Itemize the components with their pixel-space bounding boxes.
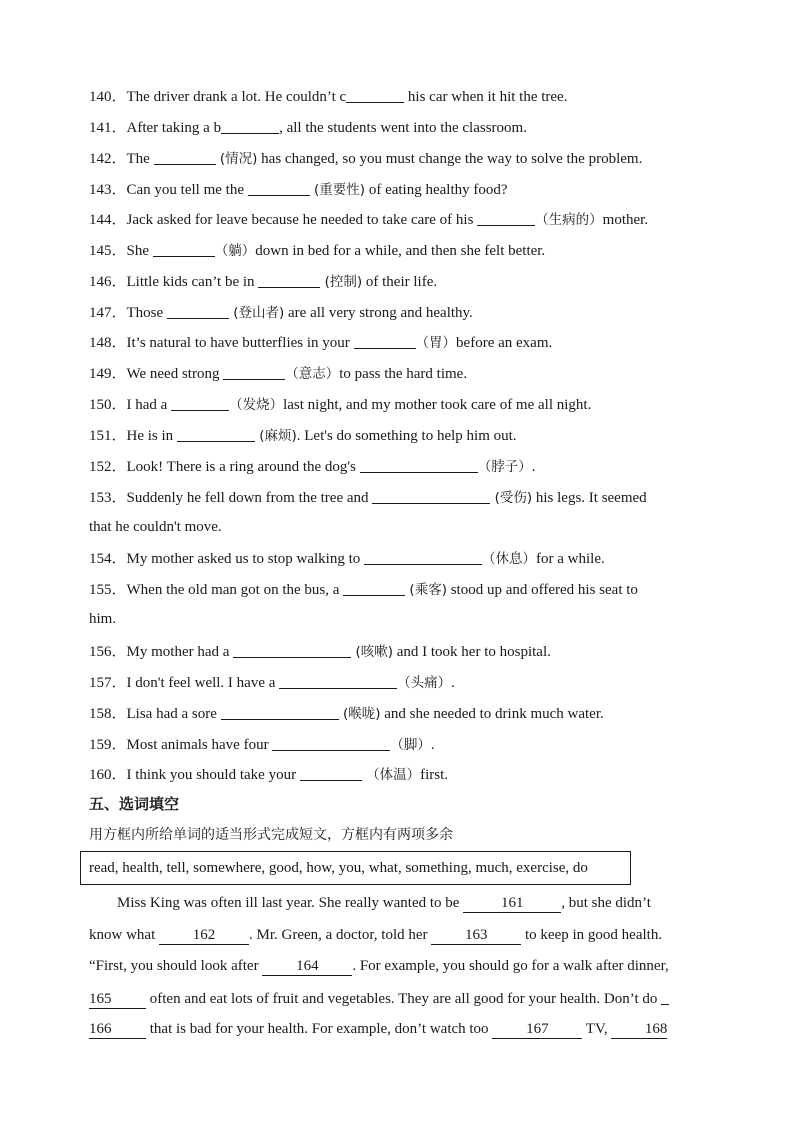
section-instruction: 用方框内所给单词的适当形式完成短文，方框内有两项多余 <box>89 827 453 843</box>
question-155 <box>89 578 711 598</box>
answer-blank[interactable] <box>233 642 351 658</box>
answer-blank[interactable] <box>477 210 535 226</box>
question-number: 142． <box>89 151 127 167</box>
question-text: It’s natural to have butterflies in your <box>126 335 354 351</box>
passage-line-4 <box>89 987 713 1007</box>
chinese-hint: （脚） <box>390 737 431 753</box>
passage-line-2 <box>89 925 713 945</box>
section-heading: 五、选词填空 <box>89 795 180 813</box>
question-text: of eating healthy food? <box>365 182 508 198</box>
question-number: 143． <box>89 182 127 198</box>
question-text: Suddenly he fell down from the tree and <box>126 490 373 506</box>
blank-168[interactable]: 168 <box>611 1020 667 1039</box>
blank-166[interactable]: 166 <box>89 1020 146 1039</box>
question-text: Jack asked for leave because he needed to take care of his <box>126 212 478 228</box>
question-text: . <box>531 459 536 475</box>
question-text: and I took her to hospital. <box>392 644 551 660</box>
question-142 <box>89 147 711 167</box>
question-text: He is in <box>126 428 177 444</box>
question-number: 153． <box>89 490 127 506</box>
question-143 <box>89 178 711 198</box>
question-text: Little kids can’t be in <box>126 274 259 290</box>
answer-blank[interactable] <box>221 118 279 134</box>
question-153 <box>89 486 711 506</box>
question-145 <box>89 239 711 259</box>
chinese-hint: （躺） <box>214 243 256 259</box>
question-153-continued <box>89 517 711 537</box>
passage-text: Miss King was often ill last year. She really wanted to be <box>117 895 464 911</box>
question-154 <box>89 547 711 567</box>
question-text: for a while. <box>536 551 605 567</box>
question-text: I don't feel well. I have a <box>126 675 280 691</box>
question-159 <box>89 733 711 753</box>
question-text: The <box>126 151 154 167</box>
question-number: 140． <box>89 89 127 105</box>
chinese-hint: (控制) <box>320 274 363 290</box>
question-text: to pass the hard time. <box>339 366 468 382</box>
question-158 <box>89 702 711 722</box>
question-number: 149． <box>89 366 127 382</box>
blank-167[interactable]: 167 <box>492 1020 582 1039</box>
question-150 <box>89 393 711 413</box>
question-number: 148． <box>89 335 127 351</box>
chinese-hint: （休息） <box>482 551 536 567</box>
question-number: 158． <box>89 706 127 722</box>
chinese-hint: (情况) <box>215 151 258 167</box>
chinese-hint: (喉咙) <box>338 706 381 722</box>
answer-blank[interactable] <box>177 426 255 442</box>
question-number: 155． <box>89 582 127 598</box>
passage-text: . For example, you should go for a walk after dinner, <box>352 958 669 974</box>
passage-text: “First, you should look after <box>89 958 263 974</box>
question-text: I had a <box>126 397 172 413</box>
question-text: When the old man got on the bus, a <box>126 582 344 598</box>
question-148 <box>89 331 711 351</box>
question-text: that he couldn't move. <box>89 519 222 535</box>
blank-163[interactable]: 163 <box>431 926 521 945</box>
blank-161[interactable]: 161 <box>463 894 561 913</box>
question-157 <box>89 671 711 691</box>
answer-blank[interactable] <box>346 87 404 103</box>
answer-blank[interactable] <box>258 272 320 288</box>
question-text: stood up and offered his seat to <box>446 582 638 598</box>
question-text: before an exam. <box>456 335 553 351</box>
question-number: 157． <box>89 675 127 691</box>
blank-162[interactable]: 162 <box>159 926 249 945</box>
question-text: his legs. It seemed <box>532 490 647 506</box>
question-number: 152． <box>89 459 127 475</box>
answer-blank[interactable] <box>153 241 215 257</box>
chinese-hint: (重要性) <box>309 182 366 198</box>
answer-blank[interactable] <box>279 673 397 689</box>
question-text: Lisa had a sore <box>126 706 221 722</box>
question-text: first. <box>420 767 449 783</box>
question-text: . <box>430 737 435 753</box>
question-text: After taking a b <box>126 120 222 136</box>
question-text: She <box>126 243 153 259</box>
question-text: and she needed to drink much water. <box>380 706 604 722</box>
chinese-hint: (咳嗽) <box>351 644 393 660</box>
question-number: 156． <box>89 644 127 660</box>
passage-text: . Mr. Green, a doctor, told her <box>249 927 432 943</box>
passage-text: TV, <box>582 1021 612 1037</box>
answer-blank[interactable] <box>354 333 416 349</box>
passage-text: , but she didn’t <box>561 895 651 911</box>
question-number: 151． <box>89 428 127 444</box>
question-144 <box>89 208 711 228</box>
answer-blank[interactable] <box>248 180 310 196</box>
answer-blank[interactable] <box>167 303 229 319</box>
question-number: 146． <box>89 274 127 290</box>
chinese-hint: （脖子） <box>477 459 532 475</box>
chinese-hint: (登山者) <box>228 305 285 321</box>
question-160 <box>89 763 711 783</box>
answer-blank[interactable] <box>364 549 482 565</box>
blank-166-start[interactable] <box>661 989 669 1005</box>
chinese-hint: (受伤) <box>490 490 533 506</box>
question-text: down in bed for a while, and then she felt better. <box>255 243 546 259</box>
question-number: 141． <box>89 120 127 136</box>
question-141 <box>89 116 711 136</box>
answer-blank[interactable] <box>343 580 405 596</box>
blank-164[interactable]: 164 <box>262 957 352 976</box>
question-number: 145． <box>89 243 127 259</box>
answer-blank[interactable] <box>171 395 229 411</box>
question-text: Most animals have four <box>126 737 273 753</box>
passage-line-3 <box>89 956 713 976</box>
question-151 <box>89 424 711 444</box>
question-text: My mother had a <box>126 644 234 660</box>
answer-blank[interactable] <box>372 488 490 504</box>
question-text: has changed, so you must change the way to solve the problem. <box>257 151 643 167</box>
question-text: Can you tell me the <box>126 182 248 198</box>
question-text: Look! There is a ring around the dog's <box>126 459 360 475</box>
question-text: The driver drank a lot. He couldn’t c <box>126 89 347 105</box>
question-text: Those <box>126 305 167 321</box>
chinese-hint: （生病的） <box>535 212 603 228</box>
question-140 <box>89 85 711 105</box>
answer-blank[interactable] <box>360 457 478 473</box>
question-text: mother. <box>602 212 649 228</box>
question-text: of their life. <box>362 274 438 290</box>
question-text: We need strong <box>126 366 224 382</box>
chinese-hint: （发烧） <box>229 397 284 413</box>
passage-text: that is bad for your health. For example, don’t watch too <box>146 1021 493 1037</box>
question-number: 154． <box>89 551 127 567</box>
answer-blank[interactable] <box>272 735 390 751</box>
question-text: his car when it hit the tree. <box>404 89 568 105</box>
question-text: are all very strong and healthy. <box>284 305 473 321</box>
question-text: him. <box>89 611 117 627</box>
chinese-hint: （胃） <box>415 335 457 351</box>
question-text: . Let's do something to help him out. <box>296 428 517 444</box>
chinese-hint: （头痛） <box>397 675 452 691</box>
question-number: 159． <box>89 737 127 753</box>
answer-blank[interactable] <box>223 364 285 380</box>
passage-line-1 <box>89 893 713 913</box>
passage-text: know what <box>89 927 159 943</box>
chinese-hint: (乘客) <box>405 582 447 598</box>
question-text: My mother asked us to stop walking to <box>126 551 364 567</box>
passage-line-5 <box>89 1019 713 1039</box>
chinese-hint: (麻烦) <box>254 428 297 444</box>
answer-blank[interactable] <box>221 704 339 720</box>
question-text: . <box>451 675 455 691</box>
question-text: I think you should take your <box>126 767 300 783</box>
question-149 <box>89 362 711 382</box>
blank-165[interactable]: 165 <box>89 990 146 1009</box>
chinese-hint: （体温） <box>361 767 421 783</box>
question-text: last night, and my mother took care of me all night. <box>283 397 592 413</box>
question-text: , all the students went into the classroom. <box>279 120 527 136</box>
question-156 <box>89 640 711 660</box>
word-box: read, health, tell, somewhere, good, how, you, what, something, much, exercise, do <box>80 851 631 885</box>
question-147 <box>89 301 711 321</box>
question-number: 150． <box>89 397 127 413</box>
passage-text: to keep in good health. <box>521 927 663 943</box>
passage-text: often and eat lots of fruit and vegetables. They are all good for your health. Don’t do <box>146 991 662 1007</box>
question-155-continued <box>89 609 711 629</box>
answer-blank[interactable] <box>300 765 362 781</box>
question-146 <box>89 270 711 290</box>
question-152 <box>89 455 711 475</box>
question-number: 160． <box>89 767 127 783</box>
question-number: 147． <box>89 305 127 321</box>
question-number: 144． <box>89 212 127 228</box>
answer-blank[interactable] <box>154 149 216 165</box>
chinese-hint: （意志） <box>285 366 340 382</box>
